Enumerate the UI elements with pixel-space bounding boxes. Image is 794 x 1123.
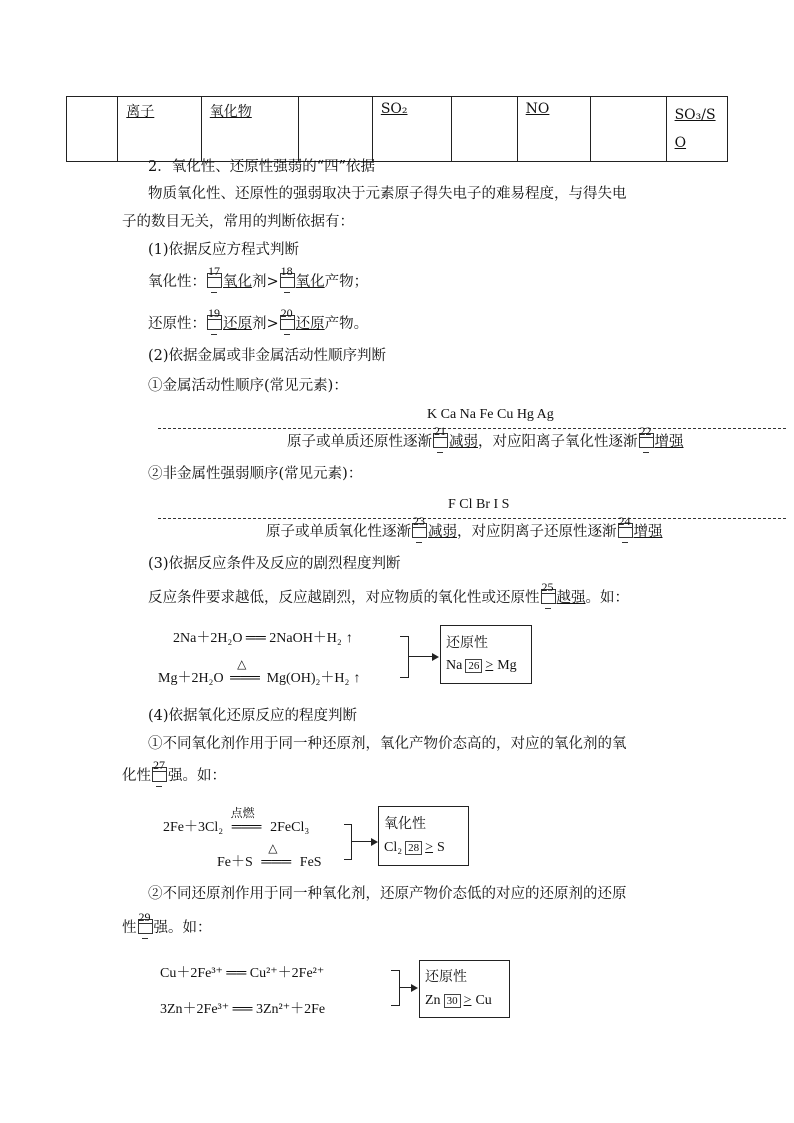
ion-oxide-table — [66, 96, 728, 162]
table-cell: 离子 — [118, 97, 202, 162]
table-cell: NO — [517, 97, 590, 162]
blank-box: 20 — [280, 315, 295, 330]
metal-order-title: ①金属活动性顺序(常见元素)： — [148, 378, 348, 394]
blank-box: 23 — [412, 523, 427, 538]
table-row — [67, 97, 728, 162]
oxidant-rule-line-1: ①不同氧化剂作用于同一种还原剂，氧化产物价态高的，对应的氧化剂的氧 — [148, 736, 627, 752]
subsection-4-title: (4)依据氧化还原反应的程度判断 — [148, 708, 358, 724]
nonmetal-trend: 原子或单质氧化性逐渐 23 减弱，对应阴离子还原性逐渐 24 增强 — [266, 522, 663, 542]
nonmetal-dashed-line — [158, 518, 786, 519]
arrow-line — [351, 841, 371, 842]
reductant-rule-line-2: 性 29 强。如： — [122, 918, 212, 938]
blank-box: 18 — [280, 273, 295, 288]
blank-box: 29 — [138, 919, 153, 934]
blank-box: 27 — [152, 767, 167, 782]
arrow-head — [371, 838, 378, 846]
table-cell — [591, 97, 666, 162]
metal-trend: 原子或单质还原性逐渐 21 减弱，对应阳离子氧化性逐渐 22 增强 — [287, 432, 684, 452]
metal-elements: K Ca Na Fe Cu Hg Ag — [427, 407, 554, 422]
nonmetal-order-title: ②非金属性强弱顺序(常见元素)： — [148, 466, 363, 482]
bracket-line — [344, 859, 352, 860]
bracket-line — [344, 824, 352, 825]
intro-line-2: 子的数目无关，常用的判断依据有： — [122, 214, 354, 230]
blank-box: 25 — [541, 589, 556, 604]
intro-line-1: 物质氧化性、还原性的强弱取决于元素原子得失电子的难易程度，与得失电 — [148, 186, 627, 202]
condition-rule: 反应条件要求越低，反应越剧烈，对应物质的氧化性或还原性 25 越强。如： — [148, 588, 629, 608]
equation-na-water: 2Na＋2H₂O ══ 2NaOH＋H₂ ↑ — [173, 631, 353, 646]
equation-fe-cl2: 2Fe＋3Cl₂ 点燃 ═══ 2FeCl₃ — [163, 806, 310, 835]
oxidation-compare-box: 氧化性 Cl₂ 28 > S — [378, 806, 469, 866]
equation-zn-fe3: 3Zn＋2Fe³⁺ ══ 3Zn²⁺＋2Fe — [160, 1002, 326, 1017]
table-cell — [67, 97, 118, 162]
oxidation-rule: 氧化性： 17 氧化剂> 18 氧化产物； — [148, 272, 368, 292]
blank-box: 24 — [618, 523, 633, 538]
table-cell: SO₂ — [372, 97, 451, 162]
bracket-line — [400, 636, 409, 637]
blank-box: 22 — [639, 433, 654, 448]
reduction-rule: 还原性： 19 还原剂> 20 还原产物。 — [148, 314, 368, 334]
reductant-rule-line-1: ②不同还原剂作用于同一种氧化剂，还原产物价态低的对应的还原剂的还原 — [148, 886, 627, 902]
metal-dashed-line — [158, 428, 786, 429]
section-title: 2．氧化性、还原性强弱的“四”依据 — [148, 159, 376, 175]
reduction-compare-box: 还原性 Na 26 > Mg — [440, 625, 532, 684]
subsection-2-title: (2)依据金属或非金属活动性顺序判断 — [148, 348, 387, 364]
bracket-line — [400, 677, 409, 678]
table-cell: 氧化物 — [201, 97, 299, 162]
arrow-head — [432, 653, 439, 661]
table-cell: SO₃/SO — [666, 97, 727, 162]
table-cell — [452, 97, 517, 162]
subsection-1-title: (1)依据反应方程式判断 — [148, 242, 300, 258]
bracket-line — [391, 1005, 400, 1006]
table-cell — [299, 97, 372, 162]
bracket-line — [391, 970, 400, 971]
equation-cu-fe3: Cu＋2Fe³⁺ ══ Cu²⁺＋2Fe²⁺ — [160, 966, 325, 981]
equation-mg-water: Mg＋2H₂O △ ═══ Mg(OH)₂＋H₂ ↑ — [158, 657, 361, 686]
arrow-head — [411, 984, 418, 992]
arrow-line — [408, 656, 432, 657]
oxidant-rule-line-2: 化性 27 强。如： — [122, 766, 226, 786]
reduction-compare-box-2: 还原性 Zn 30 > Cu — [419, 960, 510, 1018]
subsection-3-title: (3)依据反应条件及反应的剧烈程度判断 — [148, 556, 401, 572]
nonmetal-elements: F Cl Br I S — [448, 497, 510, 512]
blank-box: 21 — [433, 433, 448, 448]
equation-fe-s: Fe＋S △ ═══ FeS — [217, 841, 322, 870]
blank-box: 17 — [207, 273, 222, 288]
arrow-line — [399, 987, 411, 988]
blank-box: 19 — [207, 315, 222, 330]
